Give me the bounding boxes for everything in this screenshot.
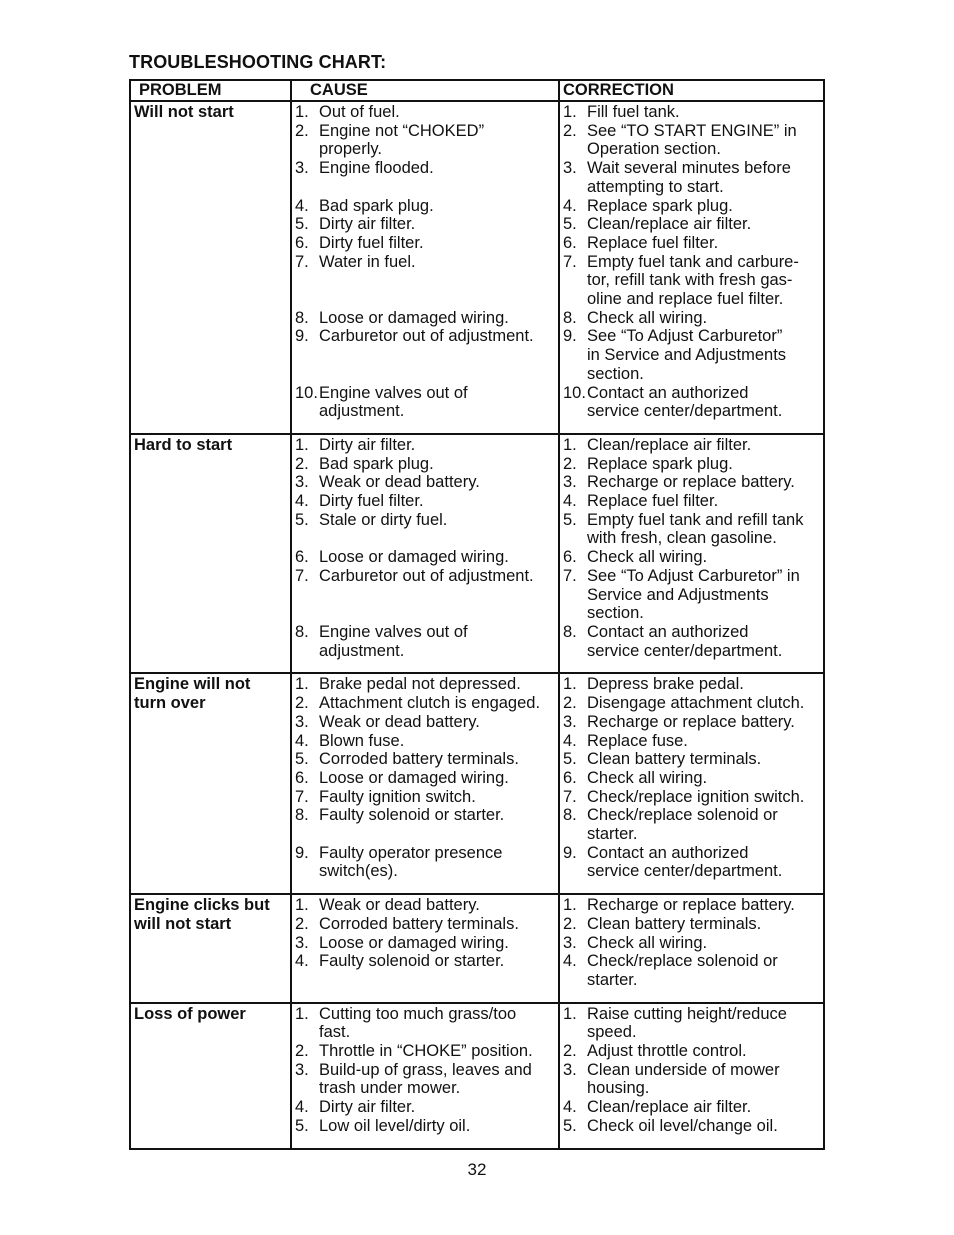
list-item: [292, 1098, 558, 1117]
list-item: [292, 713, 558, 732]
item-number: 7.: [295, 252, 309, 271]
table-row: [130, 673, 824, 894]
list-item: [560, 1042, 823, 1061]
item-number: 3.: [295, 933, 309, 952]
item-text: Bad spark plug.: [319, 196, 434, 215]
list-item: [292, 567, 558, 586]
item-text: Clean battery terminals.: [587, 914, 762, 933]
list-item: [292, 788, 558, 807]
list-item: [560, 492, 823, 511]
item-number: 3.: [295, 712, 309, 731]
list-item: [560, 253, 823, 309]
list-item: [560, 103, 823, 122]
list-item: [292, 159, 558, 178]
item-number: 9.: [563, 327, 577, 346]
problem-cell: Engine clicks but will not start: [130, 894, 291, 1003]
item-text: Faulty operator presence switch(es).: [319, 843, 503, 881]
item-number: 6.: [563, 548, 577, 567]
header-cause: CAUSE: [291, 80, 559, 101]
page-title: TROUBLESHOOTING CHART:: [129, 52, 387, 72]
list-item: [560, 750, 823, 769]
item-number: 4.: [295, 731, 309, 750]
item-number: 4.: [295, 492, 309, 511]
list-item: [292, 384, 558, 421]
list-item: [560, 788, 823, 807]
list-item: [292, 253, 558, 272]
item-text: Weak or dead battery.: [319, 896, 480, 915]
item-text: Loose or damaged wiring.: [319, 768, 509, 787]
item-number: 7.: [295, 787, 309, 806]
item-number: 6.: [295, 768, 309, 787]
item-number: 4.: [295, 952, 309, 971]
item-number: 1.: [563, 675, 577, 694]
item-text: Loose or damaged wiring.: [319, 308, 509, 327]
item-number: 1.: [563, 1004, 577, 1023]
item-number: 2.: [295, 694, 309, 713]
item-text: Check oil level/change oil.: [587, 1116, 778, 1135]
correction-list: [560, 675, 823, 881]
list-item: [292, 896, 558, 915]
item-text: Loose or damaged wiring.: [319, 933, 509, 952]
list-item: [560, 309, 823, 328]
item-text: Check all wiring.: [587, 308, 708, 327]
list-item: [292, 473, 558, 492]
item-text: Engine valves out of adjustment.: [319, 622, 468, 660]
item-text: Corroded battery terminals.: [319, 750, 519, 769]
item-text: Disengage attachment clutch.: [587, 694, 805, 713]
item-number: 5.: [563, 510, 577, 529]
problem-cell: Will not start: [130, 101, 291, 434]
list-item: [292, 234, 558, 253]
item-text: Replace spark plug.: [587, 454, 733, 473]
list-item: [560, 915, 823, 934]
list-item: [560, 694, 823, 713]
correction-list: [560, 896, 823, 990]
item-number: 5.: [295, 510, 309, 529]
item-number: 5.: [563, 750, 577, 769]
item-number: 3.: [295, 159, 309, 178]
list-item: [292, 694, 558, 713]
correction-list: [560, 1005, 823, 1136]
item-text: See “To Adjust Carburetor” in Service and Adjustments section.: [587, 566, 800, 623]
list-item: [292, 548, 558, 567]
item-number: 2.: [295, 914, 309, 933]
table-header-row: [130, 80, 824, 101]
item-text: Recharge or replace battery.: [587, 712, 795, 731]
list-item: [560, 455, 823, 474]
list-item: [560, 567, 823, 623]
list-item: [560, 769, 823, 788]
item-text: Wait several minutes before attempting to start.: [587, 159, 791, 196]
list-item: [560, 844, 823, 881]
item-number: 2.: [295, 454, 309, 473]
item-text: Clean/replace air filter.: [587, 435, 752, 454]
item-text: Replace fuel filter.: [587, 233, 719, 252]
item-text: Dirty air filter.: [319, 215, 416, 234]
item-text: Weak or dead battery.: [319, 473, 480, 492]
table-row: [130, 101, 824, 434]
item-text: Corroded battery terminals.: [319, 914, 519, 933]
item-text: Depress brake pedal.: [587, 675, 744, 694]
list-item: [560, 473, 823, 492]
item-number: 6.: [563, 233, 577, 252]
table-row: [130, 1003, 824, 1149]
list-item: [292, 1117, 558, 1136]
item-text: Carburetor out of adjustment.: [319, 327, 534, 346]
item-text: Blown fuse.: [319, 731, 405, 750]
item-number: 4.: [295, 1098, 309, 1117]
list-item: [292, 1005, 558, 1042]
list-item: [560, 934, 823, 953]
cause-cell: [291, 434, 559, 673]
item-number: 6.: [563, 768, 577, 787]
item-number: 8.: [295, 806, 309, 825]
item-text: Adjust throttle control.: [587, 1042, 747, 1061]
cause-list: [292, 1005, 558, 1136]
item-text: Replace fuse.: [587, 731, 688, 750]
cause-list: [292, 675, 558, 881]
item-text: Faulty solenoid or starter.: [319, 952, 505, 971]
item-text: Water in fuel.: [319, 252, 416, 271]
item-number: 9.: [563, 843, 577, 862]
list-item: [292, 1061, 558, 1098]
table-row: [130, 894, 824, 1003]
item-number: 4.: [563, 492, 577, 511]
item-number: 7.: [563, 566, 577, 585]
correction-cell: [559, 101, 824, 434]
list-item: [560, 1117, 823, 1136]
item-text: Low oil level/dirty oil.: [319, 1116, 471, 1135]
item-text: Check/replace ignition switch.: [587, 787, 805, 806]
page-number: 32: [467, 1160, 487, 1179]
item-number: 8.: [295, 308, 309, 327]
item-number: 2.: [295, 121, 309, 140]
item-text: Raise cutting height/reduce speed.: [587, 1004, 787, 1042]
list-item: [560, 1005, 823, 1042]
list-item: [292, 934, 558, 953]
list-item: [560, 713, 823, 732]
item-text: Brake pedal not depressed.: [319, 675, 521, 694]
list-item: [292, 215, 558, 234]
list-item: [292, 952, 558, 971]
item-text: Empty fuel tank and carbure- tor, refill tank with fresh gas- oline and replace fuel filter.: [587, 252, 799, 309]
item-text: Dirty fuel filter.: [319, 492, 424, 511]
list-item: [560, 511, 823, 548]
list-item: [292, 511, 558, 530]
troubleshooting-table: [129, 79, 825, 1150]
list-item: [560, 327, 823, 383]
list-item: [560, 548, 823, 567]
item-number: 3.: [295, 473, 309, 492]
list-item: [292, 915, 558, 934]
item-text: Dirty fuel filter.: [319, 233, 424, 252]
item-text: Throttle in “CHOKE” position.: [319, 1042, 533, 1061]
list-item: [292, 769, 558, 788]
item-number: 4.: [563, 1098, 577, 1117]
list-item: [292, 675, 558, 694]
cause-cell: [291, 101, 559, 434]
item-number: 1.: [295, 103, 309, 121]
list-item: [292, 1042, 558, 1061]
item-text: Faulty ignition switch.: [319, 787, 476, 806]
item-text: Check all wiring.: [587, 933, 708, 952]
item-number: 5.: [563, 1116, 577, 1135]
item-text: Out of fuel.: [319, 103, 400, 121]
item-number: 3.: [295, 1060, 309, 1079]
item-text: Dirty air filter.: [319, 1098, 416, 1117]
problem-cell: Loss of power: [130, 1003, 291, 1149]
item-number: 1.: [563, 435, 577, 454]
cause-list: [292, 896, 558, 971]
item-number: 5.: [295, 750, 309, 769]
item-number: 1.: [295, 675, 309, 694]
problem-cell: Engine will not turn over: [130, 673, 291, 894]
cause-list: [292, 436, 558, 660]
item-text: Bad spark plug.: [319, 454, 434, 473]
item-text: Engine valves out of adjustment.: [319, 383, 468, 421]
item-text: Attachment clutch is engaged.: [319, 694, 541, 713]
list-item: [292, 750, 558, 769]
list-item: [292, 122, 558, 159]
list-item: [292, 103, 558, 122]
list-item: [292, 455, 558, 474]
item-number: 6.: [295, 548, 309, 567]
list-item: [292, 844, 558, 881]
list-item: [292, 197, 558, 216]
item-number: 8.: [563, 308, 577, 327]
item-number: 1.: [295, 435, 309, 454]
item-number: 7.: [295, 566, 309, 585]
list-item: [292, 327, 558, 346]
item-text: Empty fuel tank and refill tank with fresh, clean gasoline.: [587, 510, 804, 548]
correction-cell: [559, 1003, 824, 1149]
item-text: Replace spark plug.: [587, 196, 733, 215]
item-number: 2.: [563, 914, 577, 933]
problem-cell: Hard to start: [130, 434, 291, 673]
item-text: Faulty solenoid or starter.: [319, 806, 505, 825]
list-item: [292, 806, 558, 825]
item-number: 2.: [295, 1042, 309, 1061]
list-item: [560, 1098, 823, 1117]
item-number: 2.: [563, 1042, 577, 1061]
item-number: 2.: [563, 694, 577, 713]
item-text: Recharge or replace battery.: [587, 473, 795, 492]
item-text: See “TO START ENGINE” in Operation section.: [587, 121, 797, 159]
list-item: [292, 623, 558, 660]
item-number: 4.: [295, 196, 309, 215]
item-text: Fill fuel tank.: [587, 103, 680, 121]
item-text: Recharge or replace battery.: [587, 896, 795, 915]
cause-cell: [291, 894, 559, 1003]
item-number: 1.: [295, 896, 309, 915]
list-item: [560, 896, 823, 915]
list-item: [560, 675, 823, 694]
table-body: [130, 101, 824, 1149]
item-text: Clean underside of mower housing.: [587, 1060, 780, 1098]
item-text: Build-up of grass, leaves and trash under mower.: [319, 1060, 532, 1098]
item-number: 8.: [563, 806, 577, 825]
item-text: Dirty air filter.: [319, 435, 416, 454]
item-number: 3.: [563, 933, 577, 952]
list-item: [292, 436, 558, 455]
item-number: 7.: [563, 252, 577, 271]
item-text: Contact an authorized service center/department.: [587, 843, 783, 881]
item-number: 10.: [295, 383, 318, 402]
item-number: 10.: [563, 383, 586, 402]
item-text: Clean/replace air filter.: [587, 1098, 752, 1117]
list-item: [560, 806, 823, 843]
list-item: [560, 952, 823, 989]
header-problem: PROBLEM: [130, 80, 291, 101]
item-text: Contact an authorized service center/department.: [587, 622, 783, 660]
item-text: Weak or dead battery.: [319, 712, 480, 731]
item-number: 1.: [295, 1004, 309, 1023]
item-text: Clean/replace air filter.: [587, 215, 752, 234]
list-item: [560, 159, 823, 196]
list-item: [560, 732, 823, 751]
correction-cell: [559, 894, 824, 1003]
item-number: 8.: [295, 622, 309, 641]
item-number: 5.: [563, 215, 577, 234]
cause-cell: [291, 673, 559, 894]
list-item: [560, 623, 823, 660]
list-item: [560, 384, 823, 421]
item-text: See “To Adjust Carburetor” in Service and Adjustments section.: [587, 327, 787, 383]
item-number: 4.: [563, 196, 577, 215]
item-number: 9.: [295, 327, 309, 346]
item-number: 3.: [563, 1060, 577, 1079]
list-item: [560, 1061, 823, 1098]
list-item: [292, 732, 558, 751]
cause-cell: [291, 1003, 559, 1149]
item-number: 1.: [563, 896, 577, 915]
table-row: [130, 434, 824, 673]
item-text: Contact an authorized service center/department.: [587, 383, 783, 421]
header-correction: CORRECTION: [559, 80, 824, 101]
correction-list: [560, 436, 823, 660]
list-item: [292, 492, 558, 511]
item-number: 3.: [563, 473, 577, 492]
correction-cell: [559, 434, 824, 673]
item-number: 2.: [563, 454, 577, 473]
item-text: Clean battery terminals.: [587, 750, 762, 769]
item-text: Check all wiring.: [587, 548, 708, 567]
cause-list: [292, 103, 558, 421]
item-number: 5.: [295, 215, 309, 234]
list-item: [292, 309, 558, 328]
item-text: Engine flooded.: [319, 159, 434, 178]
item-number: 4.: [563, 731, 577, 750]
list-item: [560, 215, 823, 234]
item-number: 9.: [295, 843, 309, 862]
list-item: [560, 197, 823, 216]
item-text: Carburetor out of adjustment.: [319, 566, 534, 585]
item-number: 2.: [563, 121, 577, 140]
item-number: 6.: [295, 233, 309, 252]
list-item: [560, 436, 823, 455]
item-text: Check all wiring.: [587, 768, 708, 787]
item-text: Check/replace solenoid or starter.: [587, 952, 778, 989]
item-number: 8.: [563, 622, 577, 641]
item-text: Engine not “CHOKED” properly.: [319, 121, 485, 159]
item-text: Loose or damaged wiring.: [319, 548, 509, 567]
item-number: 7.: [563, 787, 577, 806]
item-text: Cutting too much grass/too fast.: [319, 1004, 517, 1042]
item-number: 3.: [563, 712, 577, 731]
correction-cell: [559, 673, 824, 894]
item-number: 1.: [563, 103, 577, 121]
item-text: Check/replace solenoid or starter.: [587, 806, 778, 844]
item-number: 3.: [563, 159, 577, 178]
correction-list: [560, 103, 823, 421]
item-text: Replace fuel filter.: [587, 492, 719, 511]
item-number: 5.: [295, 1116, 309, 1135]
item-number: 4.: [563, 952, 577, 971]
list-item: [560, 234, 823, 253]
item-text: Stale or dirty fuel.: [319, 510, 448, 529]
list-item: [560, 122, 823, 159]
